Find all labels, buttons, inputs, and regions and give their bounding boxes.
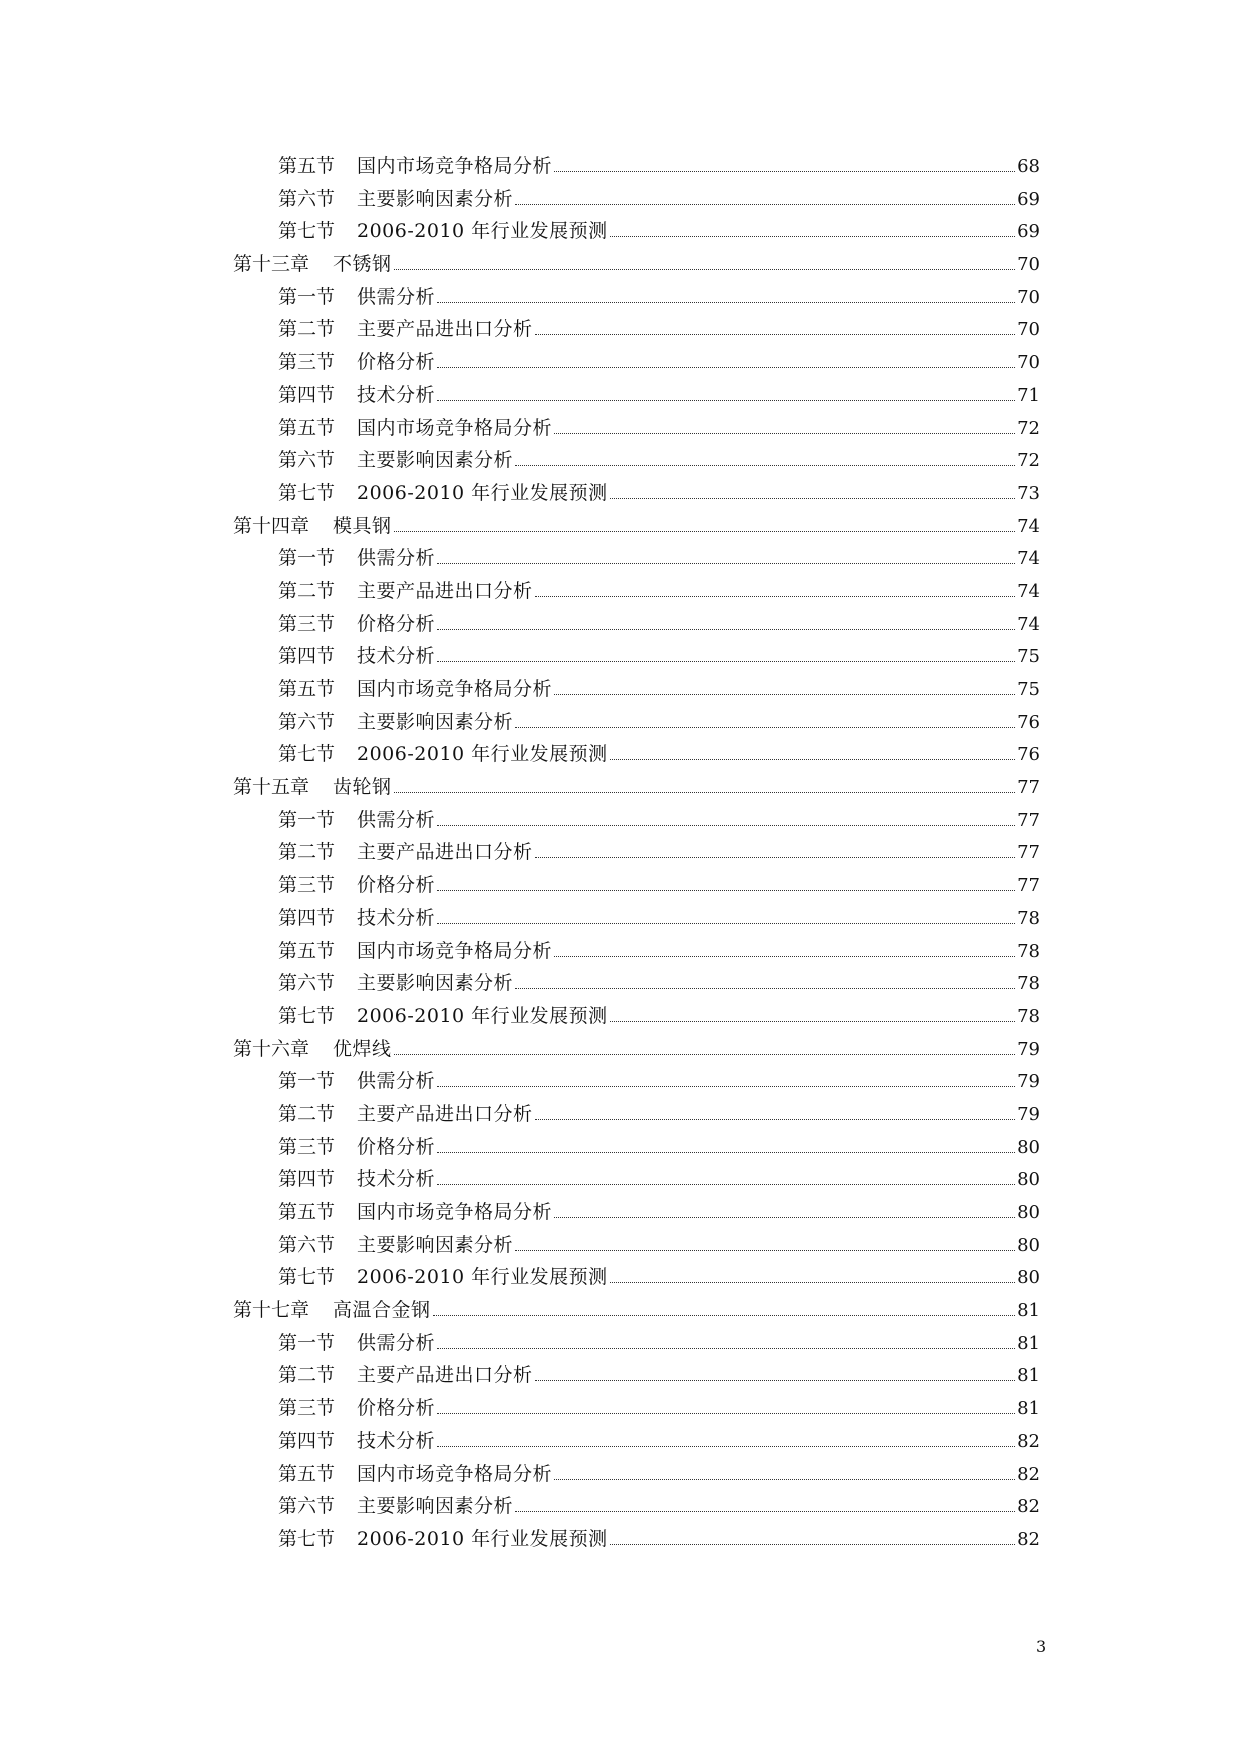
dot-leader: [610, 739, 1015, 760]
entry-page-number: 81: [1017, 1398, 1040, 1420]
entry-title: 技术分析: [357, 383, 436, 406]
toc-section-entry[interactable]: [0, 281, 1241, 314]
entry-title: 供需分析: [357, 1070, 436, 1093]
section-number: 第七节: [278, 1527, 336, 1550]
section-number: 第五节: [278, 1201, 336, 1223]
toc-entry-line: [357, 640, 1040, 674]
section-number: 第一节: [278, 285, 336, 308]
dot-leader: [554, 674, 1015, 695]
dot-leader: [394, 249, 1016, 270]
section-number: 第七节: [278, 743, 336, 766]
dot-leader: [554, 413, 1015, 434]
dot-leader: [437, 805, 1015, 826]
toc-entry-line: [333, 771, 1040, 805]
dot-leader: [437, 1393, 1015, 1414]
dot-leader: [437, 609, 1015, 630]
dot-leader: [437, 1426, 1015, 1447]
toc-section-entry[interactable]: [0, 1490, 1241, 1523]
toc-section-entry[interactable]: [0, 1196, 1241, 1229]
toc-section-entry[interactable]: [0, 215, 1241, 248]
toc-section-entry[interactable]: [0, 1163, 1241, 1196]
toc-chapter-entry[interactable]: [0, 1033, 1241, 1066]
toc-entry-line: [357, 1261, 1040, 1295]
entry-page-number: 80: [1017, 1234, 1040, 1256]
toc-entry-line: [357, 346, 1040, 380]
entry-page-number: 79: [1017, 1071, 1040, 1093]
dot-leader: [394, 1034, 1016, 1055]
toc-entry-line: [357, 281, 1040, 315]
section-number: 第五节: [278, 155, 336, 177]
dot-leader: [610, 216, 1015, 237]
section-number: 第一节: [278, 547, 336, 570]
dot-leader: [515, 1230, 1015, 1251]
toc-section-entry[interactable]: [0, 1261, 1241, 1294]
toc-entry-line: [357, 477, 1040, 511]
entry-title: 主要影响因素分析: [357, 449, 514, 472]
entry-title: 主要影响因素分析: [357, 972, 514, 995]
entry-title: 主要产品进出口分析: [357, 579, 533, 602]
entry-page-number: 73: [1017, 482, 1040, 504]
entry-title: 国内市场竞争格局分析: [357, 155, 553, 177]
entry-title: 不锈钢: [333, 253, 392, 276]
section-number: 第四节: [278, 906, 336, 929]
entry-page-number: 74: [1017, 613, 1040, 635]
toc-section-entry[interactable]: [0, 935, 1241, 968]
toc-section-entry[interactable]: [0, 542, 1241, 575]
entry-title: 优焊线: [333, 1037, 392, 1060]
toc-entry-line: [357, 1425, 1040, 1459]
dot-leader: [535, 1360, 1016, 1381]
toc-section-entry[interactable]: [0, 444, 1241, 477]
toc-entry-line: [357, 935, 1040, 969]
dot-leader: [437, 1328, 1015, 1349]
dot-leader: [394, 772, 1016, 793]
toc-entry-line: [357, 804, 1040, 838]
entry-title: 2006-2010 年行业发展预测: [357, 481, 608, 504]
dot-leader: [433, 1295, 1016, 1316]
entry-title: 2006-2010 年行业发展预测: [357, 1266, 608, 1289]
entry-page-number: 78: [1017, 907, 1040, 929]
toc-section-entry[interactable]: [0, 183, 1241, 216]
toc-entry-line: [357, 1392, 1040, 1426]
toc-entry-line: [357, 706, 1040, 740]
toc-section-entry[interactable]: [0, 1131, 1241, 1164]
toc-entry-line: [357, 412, 1040, 446]
toc-section-entry[interactable]: [0, 608, 1241, 641]
toc-section-entry[interactable]: [0, 412, 1241, 445]
toc-entry-line: [357, 1000, 1040, 1034]
toc-section-entry[interactable]: [0, 640, 1241, 673]
entry-page-number: 76: [1017, 711, 1040, 733]
dot-leader: [554, 151, 1015, 172]
section-number: 第六节: [278, 187, 336, 210]
section-number: 第四节: [278, 383, 336, 406]
entry-page-number: 77: [1017, 842, 1040, 864]
toc-section-entry[interactable]: [0, 1065, 1241, 1098]
toc-entry-line: [357, 1196, 1040, 1230]
toc-chapter-entry[interactable]: [0, 248, 1241, 281]
dot-leader: [515, 1491, 1015, 1512]
entry-title: 国内市场竞争格局分析: [357, 1201, 553, 1223]
section-number: 第五节: [278, 416, 336, 439]
section-number: 第四节: [278, 1168, 336, 1191]
toc-entry-line: [357, 150, 1040, 184]
entry-page-number: 77: [1017, 875, 1040, 897]
toc-entry-line: [357, 1229, 1040, 1263]
toc-entry-line: [357, 673, 1040, 707]
entry-title: 主要影响因素分析: [357, 1495, 514, 1518]
entry-title: 模具钢: [333, 514, 392, 537]
entry-page-number: 81: [1017, 1300, 1040, 1322]
entry-page-number: 70: [1017, 254, 1040, 276]
section-number: 第七节: [278, 220, 336, 243]
entry-page-number: 82: [1017, 1430, 1040, 1452]
entry-page-number: 77: [1017, 777, 1040, 799]
entry-title: 主要产品进出口分析: [357, 1364, 533, 1387]
entry-page-number: 80: [1017, 1136, 1040, 1158]
entry-title: 国内市场竞争格局分析: [357, 416, 553, 439]
entry-page-number: 74: [1017, 548, 1040, 570]
toc-entry-line: [357, 1131, 1040, 1165]
toc-section-entry[interactable]: [0, 1000, 1241, 1033]
toc-entry-line: [357, 575, 1040, 609]
entry-page-number: 82: [1017, 1528, 1040, 1550]
entry-title: 价格分析: [357, 1135, 436, 1158]
entry-page-number: 79: [1017, 1103, 1040, 1125]
dot-leader: [437, 347, 1015, 368]
toc-entry-line: [357, 967, 1040, 1001]
entry-title: 主要影响因素分析: [357, 710, 514, 733]
toc-entry-line: [357, 542, 1040, 576]
section-number: 第一节: [278, 808, 336, 831]
entry-title: 2006-2010 年行业发展预测: [357, 743, 608, 766]
entry-page-number: 78: [1017, 1005, 1040, 1027]
entry-page-number: 75: [1017, 646, 1040, 668]
entry-title: 主要影响因素分析: [357, 1233, 514, 1256]
toc-entry-line: [333, 1294, 1040, 1328]
entry-title: 主要产品进出口分析: [357, 318, 533, 341]
dot-leader: [437, 380, 1015, 401]
toc-section-entry[interactable]: [0, 379, 1241, 412]
section-number: 第七节: [278, 1004, 336, 1027]
dot-leader: [437, 1066, 1015, 1087]
section-number: 第六节: [278, 1233, 336, 1256]
section-number: 第七节: [278, 481, 336, 504]
entry-title: 主要产品进出口分析: [357, 841, 533, 864]
entry-title: 2006-2010 年行业发展预测: [357, 1527, 608, 1550]
chapter-number: 第十四章: [233, 514, 310, 537]
entry-page-number: 81: [1017, 1332, 1040, 1354]
toc-entry-line: [357, 313, 1040, 347]
toc-section-entry[interactable]: [0, 477, 1241, 510]
section-number: 第三节: [278, 874, 336, 897]
section-number: 第二节: [278, 318, 336, 341]
entry-page-number: 72: [1017, 417, 1040, 439]
section-number: 第五节: [278, 678, 336, 700]
entry-page-number: 72: [1017, 450, 1040, 472]
toc-section-entry[interactable]: [0, 869, 1241, 902]
dot-leader: [554, 1197, 1015, 1218]
section-number: 第六节: [278, 449, 336, 472]
section-number: 第二节: [278, 579, 336, 602]
entry-title: 国内市场竞争格局分析: [357, 678, 553, 700]
dot-leader: [394, 511, 1016, 532]
entry-page-number: 80: [1017, 1202, 1040, 1223]
entry-page-number: 79: [1017, 1038, 1040, 1060]
entry-title: 技术分析: [357, 1168, 436, 1191]
entry-page-number: 80: [1017, 1169, 1040, 1191]
dot-leader: [515, 184, 1015, 205]
toc-section-entry[interactable]: [0, 313, 1241, 346]
entry-title: 国内市场竞争格局分析: [357, 1462, 553, 1485]
entry-title: 供需分析: [357, 285, 436, 308]
dot-leader: [535, 1099, 1016, 1120]
entry-page-number: 77: [1017, 809, 1040, 831]
entry-title: 价格分析: [357, 612, 436, 635]
toc-section-entry[interactable]: [0, 1229, 1241, 1262]
entry-title: 齿轮钢: [333, 776, 392, 799]
toc-section-entry[interactable]: [0, 150, 1241, 183]
entry-title: 技术分析: [357, 1429, 436, 1452]
dot-leader: [437, 282, 1015, 303]
entry-page-number: 74: [1017, 515, 1040, 537]
dot-leader: [437, 870, 1015, 891]
dot-leader: [535, 314, 1016, 335]
toc-entry-line: [357, 379, 1040, 413]
dot-leader: [437, 903, 1015, 924]
entry-title: 价格分析: [357, 874, 436, 897]
table-of-contents: [0, 150, 1241, 1556]
dot-leader: [610, 478, 1015, 499]
entry-title: 供需分析: [357, 547, 436, 570]
section-number: 第四节: [278, 1429, 336, 1452]
section-number: 第六节: [278, 972, 336, 995]
section-number: 第三节: [278, 351, 336, 374]
toc-entry-line: [357, 1458, 1040, 1492]
toc-section-entry[interactable]: [0, 575, 1241, 608]
entry-title: 主要影响因素分析: [357, 187, 514, 210]
dot-leader: [437, 1164, 1015, 1185]
toc-section-entry[interactable]: [0, 346, 1241, 379]
entry-page-number: 78: [1017, 940, 1040, 962]
section-number: 第三节: [278, 1135, 336, 1158]
entry-page-number: 69: [1017, 221, 1040, 243]
entry-title: 高温合金钢: [333, 1299, 431, 1322]
toc-chapter-entry[interactable]: [0, 1294, 1241, 1327]
entry-page-number: 70: [1017, 286, 1040, 308]
toc-section-entry[interactable]: [0, 706, 1241, 739]
toc-chapter-entry[interactable]: [0, 771, 1241, 804]
toc-section-entry[interactable]: [0, 1359, 1241, 1392]
toc-entry-line: [357, 183, 1040, 217]
section-number: 第二节: [278, 841, 336, 864]
entry-title: 供需分析: [357, 808, 436, 831]
section-number: 第七节: [278, 1266, 336, 1289]
toc-entry-line: [357, 215, 1040, 249]
page-number: 3: [1036, 1637, 1047, 1656]
dot-leader: [610, 1262, 1015, 1283]
toc-entry-line: [357, 902, 1040, 936]
toc-section-entry[interactable]: [0, 1098, 1241, 1131]
dot-leader: [535, 837, 1016, 858]
entry-page-number: 68: [1017, 156, 1040, 177]
toc-section-entry[interactable]: [0, 1523, 1241, 1556]
toc-entry-line: [357, 1359, 1040, 1393]
section-number: 第四节: [278, 645, 336, 668]
entry-page-number: 75: [1017, 679, 1040, 700]
entry-page-number: 74: [1017, 580, 1040, 602]
entry-title: 2006-2010 年行业发展预测: [357, 220, 608, 243]
dot-leader: [554, 936, 1015, 957]
entry-title: 2006-2010 年行业发展预测: [357, 1004, 608, 1027]
entry-title: 主要产品进出口分析: [357, 1102, 533, 1125]
toc-entry-line: [333, 510, 1040, 544]
entry-page-number: 70: [1017, 319, 1040, 341]
section-number: 第五节: [278, 939, 336, 962]
toc-entry-line: [357, 1490, 1040, 1524]
toc-entry-line: [357, 1098, 1040, 1132]
entry-page-number: 69: [1017, 188, 1040, 210]
toc-entry-line: [357, 608, 1040, 642]
entry-page-number: 82: [1017, 1496, 1040, 1518]
toc-section-entry[interactable]: [0, 738, 1241, 771]
entry-page-number: 78: [1017, 973, 1040, 995]
entry-title: 国内市场竞争格局分析: [357, 939, 553, 962]
section-number: 第三节: [278, 1397, 336, 1420]
toc-entry-line: [357, 1523, 1040, 1557]
toc-section-entry[interactable]: [0, 902, 1241, 935]
toc-section-entry[interactable]: [0, 1458, 1241, 1491]
dot-leader: [515, 968, 1015, 989]
section-number: 第二节: [278, 1102, 336, 1125]
section-number: 第一节: [278, 1331, 336, 1354]
dot-leader: [610, 1001, 1015, 1022]
toc-entry-line: [333, 1033, 1040, 1067]
entry-title: 供需分析: [357, 1331, 436, 1354]
section-number: 第三节: [278, 612, 336, 635]
entry-page-number: 82: [1017, 1463, 1040, 1485]
entry-title: 价格分析: [357, 1397, 436, 1420]
toc-entry-line: [357, 1163, 1040, 1197]
dot-leader: [554, 1459, 1015, 1480]
section-number: 第六节: [278, 1495, 336, 1518]
dot-leader: [535, 576, 1016, 597]
entry-page-number: 80: [1017, 1267, 1040, 1289]
toc-chapter-entry[interactable]: [0, 510, 1241, 543]
toc-section-entry[interactable]: [0, 1425, 1241, 1458]
entry-page-number: 76: [1017, 744, 1040, 766]
toc-entry-line: [357, 738, 1040, 772]
toc-section-entry[interactable]: [0, 673, 1241, 706]
chapter-number: 第十七章: [233, 1299, 310, 1322]
entry-title: 价格分析: [357, 351, 436, 374]
toc-entry-line: [357, 1327, 1040, 1361]
dot-leader: [610, 1524, 1015, 1545]
dot-leader: [515, 707, 1015, 728]
entry-page-number: 71: [1017, 384, 1040, 406]
dot-leader: [437, 1132, 1015, 1153]
chapter-number: 第十三章: [233, 253, 310, 276]
entry-page-number: 70: [1017, 352, 1040, 374]
toc-entry-line: [357, 869, 1040, 903]
dot-leader: [515, 445, 1015, 466]
entry-page-number: 81: [1017, 1365, 1040, 1387]
chapter-number: 第十六章: [233, 1037, 310, 1060]
toc-section-entry[interactable]: [0, 967, 1241, 1000]
toc-entry-line: [357, 444, 1040, 478]
toc-section-entry[interactable]: [0, 1392, 1241, 1425]
section-number: 第六节: [278, 710, 336, 733]
toc-section-entry[interactable]: [0, 1327, 1241, 1360]
section-number: 第一节: [278, 1070, 336, 1093]
toc-entry-line: [333, 248, 1040, 282]
toc-entry-line: [357, 836, 1040, 870]
dot-leader: [437, 641, 1015, 662]
entry-title: 技术分析: [357, 645, 436, 668]
section-number: 第五节: [278, 1462, 336, 1485]
toc-entry-line: [357, 1065, 1040, 1099]
toc-section-entry[interactable]: [0, 836, 1241, 869]
dot-leader: [437, 543, 1015, 564]
section-number: 第二节: [278, 1364, 336, 1387]
entry-title: 技术分析: [357, 906, 436, 929]
chapter-number: 第十五章: [233, 776, 310, 799]
toc-section-entry[interactable]: [0, 804, 1241, 837]
